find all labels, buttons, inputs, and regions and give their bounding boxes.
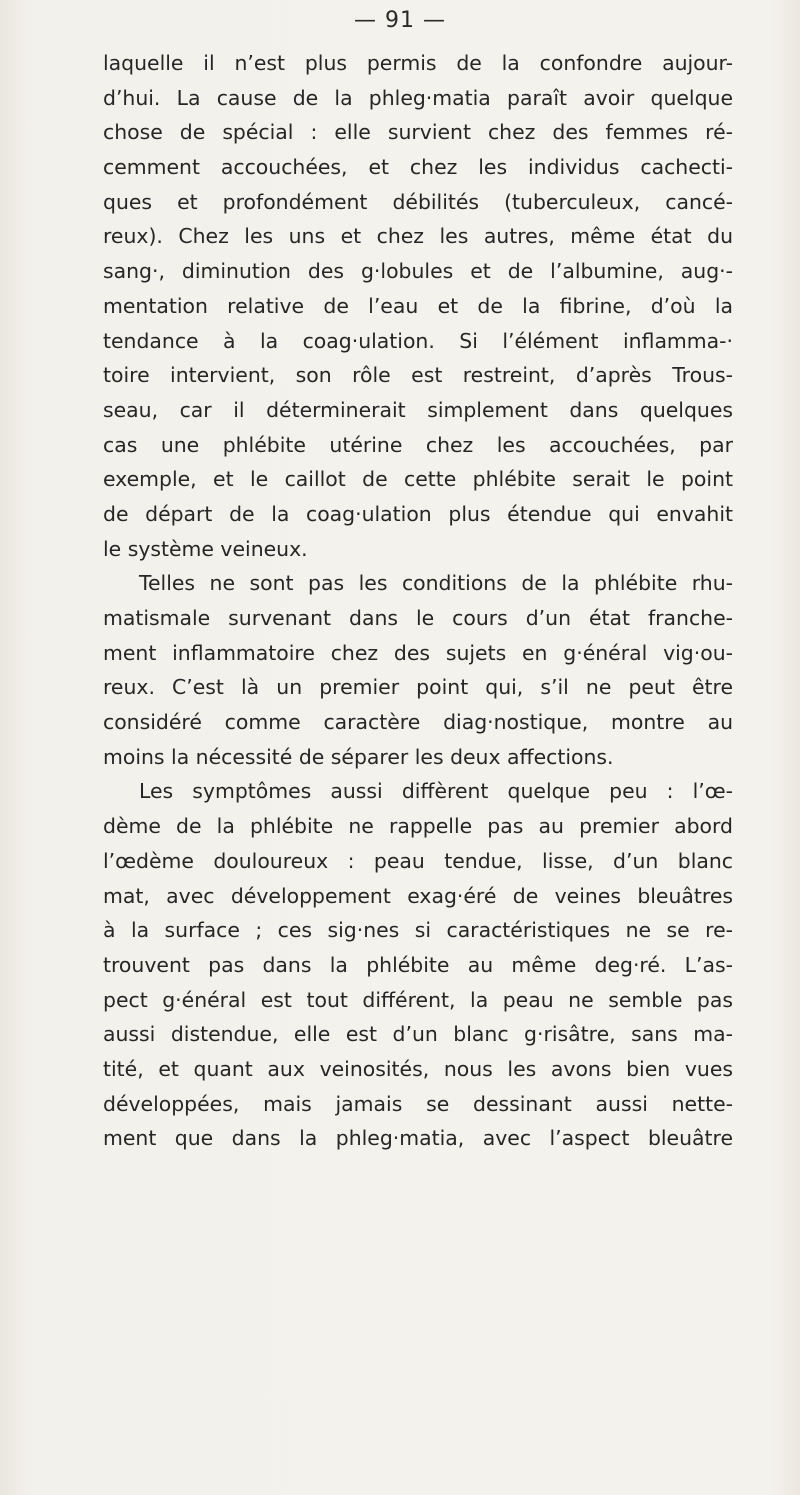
text-line: ques et profondément débilités (tuberculeux, cancé- <box>103 189 733 214</box>
text-line: reux. C’est là un premier point qui, s’il ne peut être <box>103 675 733 700</box>
text-line: laquelle il n’est plus permis de la confondre aujour- <box>103 51 733 75</box>
text-line: moins la nécessité de séparer les deux affections. <box>103 744 614 769</box>
text-line: mentation relative de l’eau et de la fibrine, d’où la <box>103 293 733 318</box>
text-line: trouvent pas dans la phlébite au même deg·ré. L’as- <box>103 952 733 977</box>
text-line: de départ de la coag·ulation plus étendue qui envahit <box>103 501 733 526</box>
text-line: aussi distendue, elle est d’un blanc g·risâtre, sans ma- <box>103 1022 733 1047</box>
text-line: considéré comme caractère diag·nostique, montre au <box>103 710 733 735</box>
text-line: ment que dans la phleg·matia, avec l’aspect bleuâtre <box>103 1126 733 1151</box>
page-number: — 91 — <box>354 8 446 33</box>
text-line: toire intervient, son rôle est restreint, d’après Trous- <box>103 363 733 388</box>
text-line: mat, avec développement exag·éré de veines bleuâtres <box>103 883 733 908</box>
text-line: à la surface ; ces sig·nes si caractéristiques ne se re- <box>103 918 733 943</box>
text-line: l’œdème douloureux : peau tendue, lisse, d’un blanc <box>103 848 733 873</box>
text-line: chose de spécial : elle survient chez des femmes ré- <box>103 120 733 145</box>
text-line: d’hui. La cause de la phleg·matia paraît avoir quelque <box>103 85 733 110</box>
text-line: Les symptômes aussi diffèrent quelque peu : l’œ- <box>139 779 733 804</box>
text-line: Telles ne sont pas les conditions de la phlébite rhu- <box>139 571 733 596</box>
text-line: ment inflammatoire chez des sujets en g·énéral vig·ou- <box>103 640 733 665</box>
text-line: tité, et quant aux veinosités, nous les avons bien vues <box>103 1056 733 1081</box>
text-line: le système veineux. <box>103 536 308 561</box>
text-line: dème de la phlébite ne rappelle pas au premier abord <box>103 814 733 839</box>
text-line: exemple, et le caillot de cette phlébite serait le point <box>103 467 733 492</box>
text-line: tendance à la coag·ulation. Si l’élément inflamma-· <box>103 328 733 353</box>
text-line: sang·, diminution des g·lobules et de l’albumine, aug·- <box>103 259 733 284</box>
text-line: pect g·énéral est tout différent, la peau ne semble pas <box>103 987 733 1012</box>
text-line: développées, mais jamais se dessinant aussi nette- <box>103 1091 733 1116</box>
text-line: cemment accouchées, et chez les individus cachecti- <box>103 155 733 180</box>
text-line: seau, car il déterminerait simplement dans quelques <box>103 397 733 422</box>
text-line: cas une phlébite utérine chez les accouchées, par <box>103 432 733 457</box>
text-line: matismale survenant dans le cours d’un état franche- <box>103 606 733 630</box>
body-text <box>103 46 733 1156</box>
text-line: reux). Chez les uns et chez les autres, même état du <box>103 224 733 249</box>
